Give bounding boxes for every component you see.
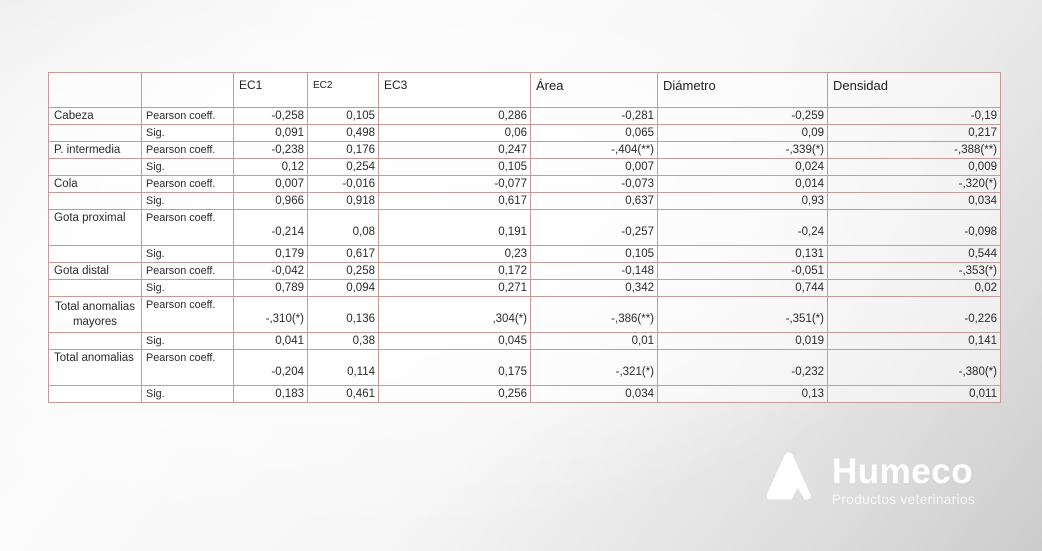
value-cell: 0,007 — [531, 159, 658, 176]
value-cell: 0,011 — [828, 386, 1001, 403]
value-cell: 0,141 — [828, 333, 1001, 350]
stat-label: Pearson coeff. — [142, 350, 234, 386]
value-cell: 0,254 — [308, 159, 379, 176]
value-cell: 0,461 — [308, 386, 379, 403]
table-row — [49, 333, 1001, 350]
value-cell: 0,176 — [308, 142, 379, 159]
value-cell: 0,258 — [308, 263, 379, 280]
row-label: P. intermedia — [49, 142, 142, 159]
value-cell: -,321(*) — [531, 350, 658, 386]
row-label — [49, 125, 142, 142]
value-cell: -0,281 — [531, 108, 658, 125]
table-row — [49, 108, 1001, 125]
value-cell: 0,789 — [234, 280, 308, 297]
value-cell: 0,105 — [379, 159, 531, 176]
value-cell: -0,24 — [658, 210, 828, 246]
value-cell: 0,024 — [658, 159, 828, 176]
value-cell: ,304(*) — [379, 297, 531, 333]
humeco-logo-text — [832, 448, 975, 507]
row-label: Total anomalias mayores — [49, 297, 142, 333]
value-cell: 0,12 — [234, 159, 308, 176]
value-cell: 0,247 — [379, 142, 531, 159]
header-cell-densidad: Densidad — [828, 73, 1001, 108]
humeco-logo — [763, 448, 975, 508]
value-cell: 0,179 — [234, 246, 308, 263]
value-cell: 0,034 — [531, 386, 658, 403]
value-cell: 0,094 — [308, 280, 379, 297]
value-cell: -0,232 — [658, 350, 828, 386]
value-cell: 0,918 — [308, 193, 379, 210]
stat-label: Pearson coeff. — [142, 297, 234, 333]
value-cell: 0,966 — [234, 193, 308, 210]
value-cell: 0,034 — [828, 193, 1001, 210]
row-label: Cabeza — [49, 108, 142, 125]
table-row — [49, 125, 1001, 142]
value-cell: 0,23 — [379, 246, 531, 263]
table-row — [49, 350, 1001, 386]
table-row — [49, 159, 1001, 176]
value-cell: -,320(*) — [828, 176, 1001, 193]
value-cell: 0,131 — [658, 246, 828, 263]
row-label — [49, 246, 142, 263]
value-cell: -0,226 — [828, 297, 1001, 333]
value-cell: 0,191 — [379, 210, 531, 246]
value-cell: 0,06 — [379, 125, 531, 142]
table-row — [49, 142, 1001, 159]
row-label: Cola — [49, 176, 142, 193]
value-cell: -,404(**) — [531, 142, 658, 159]
value-cell: 0,08 — [308, 210, 379, 246]
table-row — [49, 297, 1001, 333]
value-cell: -0,214 — [234, 210, 308, 246]
value-cell: 0,136 — [308, 297, 379, 333]
value-cell: 0,014 — [658, 176, 828, 193]
table-header — [49, 73, 1001, 108]
value-cell: -,353(*) — [828, 263, 1001, 280]
table-row — [49, 193, 1001, 210]
value-cell: 0,09 — [658, 125, 828, 142]
header-cell-blank-2 — [142, 73, 234, 108]
value-cell: 0,13 — [658, 386, 828, 403]
value-cell: 0,105 — [531, 246, 658, 263]
correlation-table — [48, 72, 1001, 403]
value-cell: -0,098 — [828, 210, 1001, 246]
value-cell: 0,045 — [379, 333, 531, 350]
value-cell: -0,19 — [828, 108, 1001, 125]
humeco-triangle-icon — [763, 448, 817, 508]
value-cell: 0,041 — [234, 333, 308, 350]
header-row — [49, 73, 1001, 108]
value-cell: -0,073 — [531, 176, 658, 193]
value-cell: -0,238 — [234, 142, 308, 159]
header-cell-ec3: EC3 — [379, 73, 531, 108]
value-cell: 0,286 — [379, 108, 531, 125]
value-cell: 0,544 — [828, 246, 1001, 263]
stat-label: Sig. — [142, 280, 234, 297]
header-cell-ec1: EC1 — [234, 73, 308, 108]
value-cell: 0,93 — [658, 193, 828, 210]
table-row — [49, 246, 1001, 263]
stat-label: Pearson coeff. — [142, 108, 234, 125]
value-cell: 0,256 — [379, 386, 531, 403]
value-cell: -,380(*) — [828, 350, 1001, 386]
row-label — [49, 386, 142, 403]
table-row — [49, 280, 1001, 297]
correlation-table-container — [48, 72, 1001, 403]
value-cell: -,351(*) — [658, 297, 828, 333]
value-cell: 0,498 — [308, 125, 379, 142]
table-row — [49, 176, 1001, 193]
stat-label: Pearson coeff. — [142, 176, 234, 193]
value-cell: 0,172 — [379, 263, 531, 280]
value-cell: 0,019 — [658, 333, 828, 350]
value-cell: 0,009 — [828, 159, 1001, 176]
value-cell: -,388(**) — [828, 142, 1001, 159]
stat-label: Pearson coeff. — [142, 142, 234, 159]
row-label: Gota proximal — [49, 210, 142, 246]
table-body — [49, 108, 1001, 403]
stat-label: Sig. — [142, 333, 234, 350]
stat-label: Sig. — [142, 246, 234, 263]
value-cell: -0,257 — [531, 210, 658, 246]
value-cell: 0,105 — [308, 108, 379, 125]
value-cell: -,310(*) — [234, 297, 308, 333]
logo-brand-name: Humeco — [832, 452, 974, 491]
row-label — [49, 333, 142, 350]
value-cell: -0,016 — [308, 176, 379, 193]
value-cell: -,386(**) — [531, 297, 658, 333]
value-cell: 0,175 — [379, 350, 531, 386]
value-cell: 0,744 — [658, 280, 828, 297]
value-cell: -0,258 — [234, 108, 308, 125]
value-cell: 0,38 — [308, 333, 379, 350]
value-cell: -,339(*) — [658, 142, 828, 159]
stat-label: Sig. — [142, 125, 234, 142]
header-cell-ec2: EC2 — [308, 73, 379, 108]
value-cell: -0,077 — [379, 176, 531, 193]
value-cell: 0,114 — [308, 350, 379, 386]
stat-label: Sig. — [142, 193, 234, 210]
table-row — [49, 210, 1001, 246]
value-cell: 0,217 — [828, 125, 1001, 142]
value-cell: 0,007 — [234, 176, 308, 193]
row-label — [49, 159, 142, 176]
value-cell: 0,617 — [379, 193, 531, 210]
value-cell: 0,02 — [828, 280, 1001, 297]
value-cell: 0,183 — [234, 386, 308, 403]
value-cell: 0,065 — [531, 125, 658, 142]
row-label — [49, 193, 142, 210]
table-row — [49, 386, 1001, 403]
stat-label: Sig. — [142, 159, 234, 176]
value-cell: -0,051 — [658, 263, 828, 280]
value-cell: 0,637 — [531, 193, 658, 210]
logo-tagline: Productos veterinarios — [832, 492, 976, 507]
stat-label: Sig. — [142, 386, 234, 403]
row-label — [49, 280, 142, 297]
value-cell: 0,01 — [531, 333, 658, 350]
value-cell: 0,342 — [531, 280, 658, 297]
value-cell: -0,148 — [531, 263, 658, 280]
value-cell: -0,042 — [234, 263, 308, 280]
stat-label: Pearson coeff. — [142, 210, 234, 246]
row-label: Gota distal — [49, 263, 142, 280]
row-label: Total anomalias — [49, 350, 142, 386]
stat-label: Pearson coeff. — [142, 263, 234, 280]
header-cell-blank-1 — [49, 73, 142, 108]
table-row — [49, 263, 1001, 280]
header-cell-area: Área — [531, 73, 658, 108]
value-cell: 0,271 — [379, 280, 531, 297]
value-cell: 0,617 — [308, 246, 379, 263]
value-cell: -0,204 — [234, 350, 308, 386]
value-cell: 0,091 — [234, 125, 308, 142]
header-cell-diametro: Diámetro — [658, 73, 828, 108]
value-cell: -0,259 — [658, 108, 828, 125]
